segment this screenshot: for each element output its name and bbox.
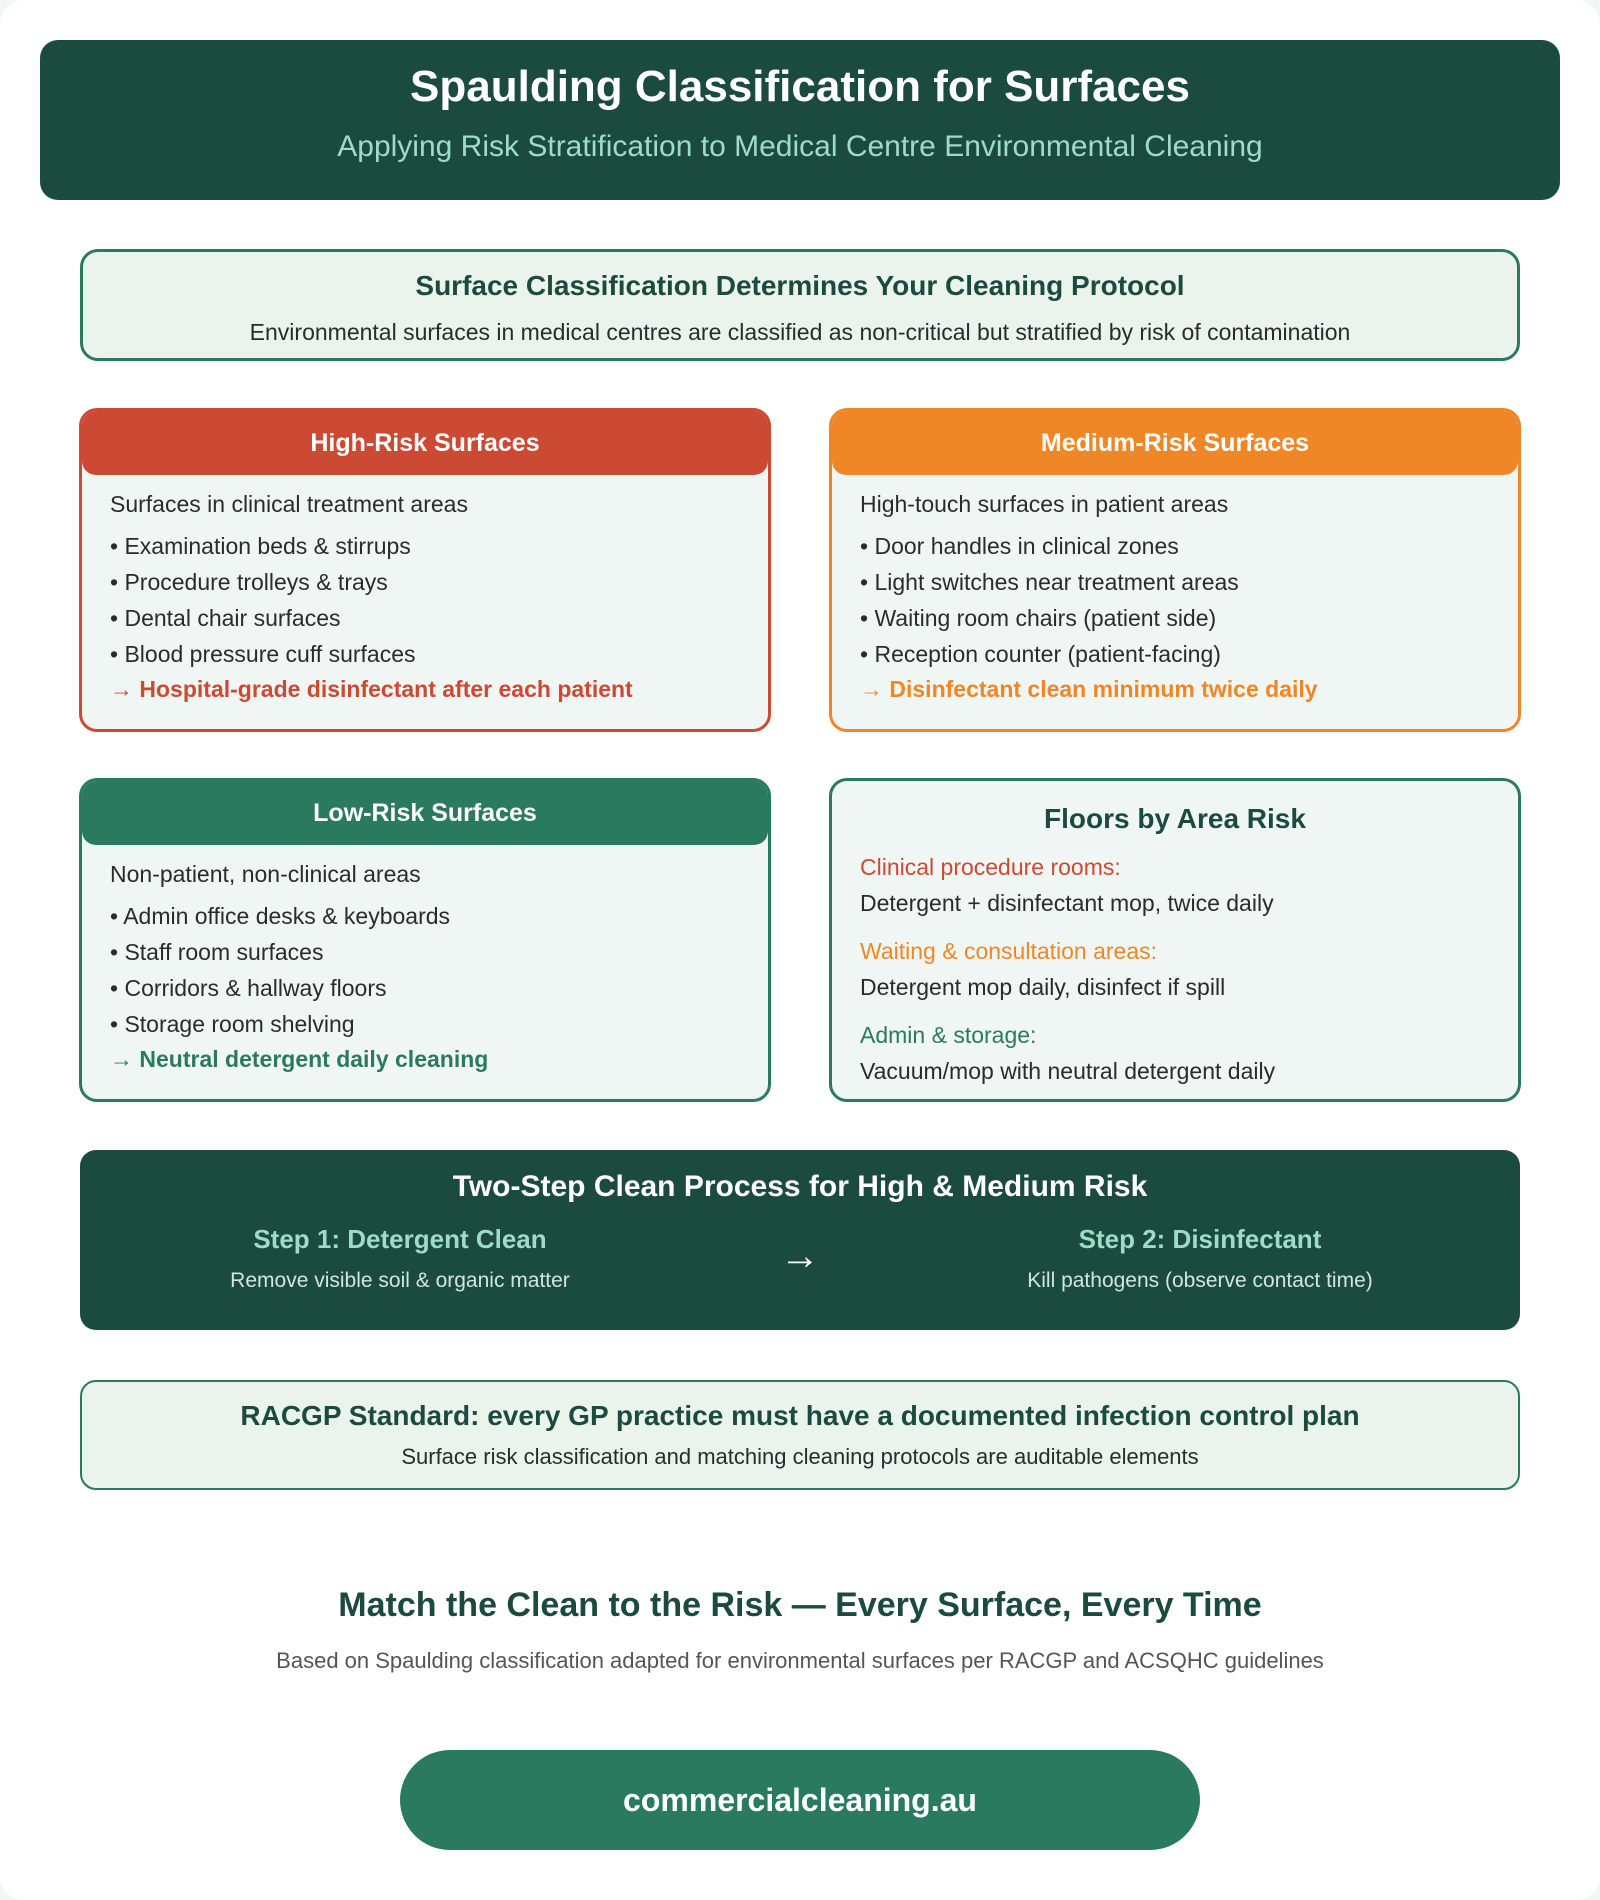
step-title: Step 1: Detergent Clean: [253, 1224, 547, 1254]
header-banner: [40, 40, 1560, 200]
intro-title: Surface Classification Determines Your Cleaning Protocol: [415, 270, 1185, 301]
high-risk-action: → Hospital-grade disinfectant after each patient: [110, 676, 633, 702]
step-title: Step 2: Disinfectant: [1078, 1224, 1322, 1254]
list-item: • Examination beds & stirrups: [110, 528, 740, 564]
medium-risk-title: Medium-Risk Surfaces: [832, 411, 1518, 475]
process-step-2: [900, 1224, 1500, 1293]
list-item: • Light switches near treatment areas: [860, 564, 1490, 600]
medium-risk-action: → Disinfectant clean minimum twice daily: [860, 676, 1318, 702]
list-item: • Corridors & hallway floors: [110, 970, 740, 1006]
list-item: • Waiting room chairs (patient side): [860, 600, 1490, 636]
floor-area-text: Detergent mop daily, disinfect if spill: [860, 974, 1226, 1000]
list-item: • Door handles in clinical zones: [860, 528, 1490, 564]
arrow-right-icon: →: [780, 1234, 820, 1278]
list-item: • Dental chair surfaces: [110, 600, 740, 636]
low-risk-list: [110, 898, 740, 1042]
standard-title: RACGP Standard: every GP practice must have a documented infection control plan: [240, 1400, 1360, 1431]
list-item: • Admin office desks & keyboards: [110, 898, 740, 934]
floors-title: Floors by Area Risk: [1044, 803, 1306, 834]
medium-risk-intro: High-touch surfaces in patient areas: [860, 491, 1229, 517]
step-description: Kill pathogens (observe contact time): [1027, 1269, 1373, 1292]
list-item: • Reception counter (patient-facing): [860, 636, 1490, 672]
floors-card: [829, 778, 1521, 1102]
page-subtitle: Applying Risk Stratification to Medical Centre Environmental Cleaning: [337, 130, 1263, 163]
high-risk-intro: Surfaces in clinical treatment areas: [110, 491, 468, 517]
low-risk-card: [79, 778, 771, 1102]
low-risk-action: → Neutral detergent daily cleaning: [110, 1046, 489, 1072]
floor-area-label: Clinical procedure rooms:: [860, 854, 1121, 880]
step-description: Remove visible soil & organic matter: [230, 1269, 570, 1292]
intro-text: Environmental surfaces in medical centres are classified as non-critical but stratified by risk of contamination: [249, 319, 1351, 345]
list-item: • Staff room surfaces: [110, 934, 740, 970]
high-risk-title: High-Risk Surfaces: [82, 411, 768, 475]
tagline: Match the Clean to the Risk — Every Surface, Every Time: [338, 1586, 1262, 1624]
list-item: • Procedure trolleys & trays: [110, 564, 740, 600]
low-risk-title: Low-Risk Surfaces: [82, 781, 768, 845]
floor-area-label: Admin & storage:: [860, 1022, 1037, 1048]
medium-risk-card: [829, 408, 1521, 732]
floor-area-text: Vacuum/mop with neutral detergent daily: [860, 1058, 1276, 1084]
list-item: • Storage room shelving: [110, 1006, 740, 1042]
racgp-standard-box: [80, 1380, 1520, 1490]
page-title: Spaulding Classification for Surfaces: [410, 62, 1190, 111]
process-title: Two-Step Clean Process for High & Medium Risk: [452, 1170, 1148, 1203]
low-risk-intro: Non-patient, non-clinical areas: [110, 861, 421, 887]
high-risk-card: [79, 408, 771, 732]
intro-box: [80, 249, 1520, 361]
high-risk-list: [110, 528, 740, 672]
two-step-process: [80, 1150, 1520, 1330]
medium-risk-list: [860, 528, 1490, 672]
floor-area-label: Waiting & consultation areas:: [860, 938, 1158, 964]
website-link-button[interactable]: commercialcleaning.au: [400, 1750, 1200, 1850]
list-item: • Blood pressure cuff surfaces: [110, 636, 740, 672]
standard-text: Surface risk classification and matching cleaning protocols are auditable elements: [401, 1444, 1199, 1469]
footnote: Based on Spaulding classification adapted for environmental surfaces per RACGP and ACSQHC guidelines: [276, 1648, 1324, 1673]
floor-area-text: Detergent + disinfectant mop, twice daily: [860, 890, 1274, 916]
